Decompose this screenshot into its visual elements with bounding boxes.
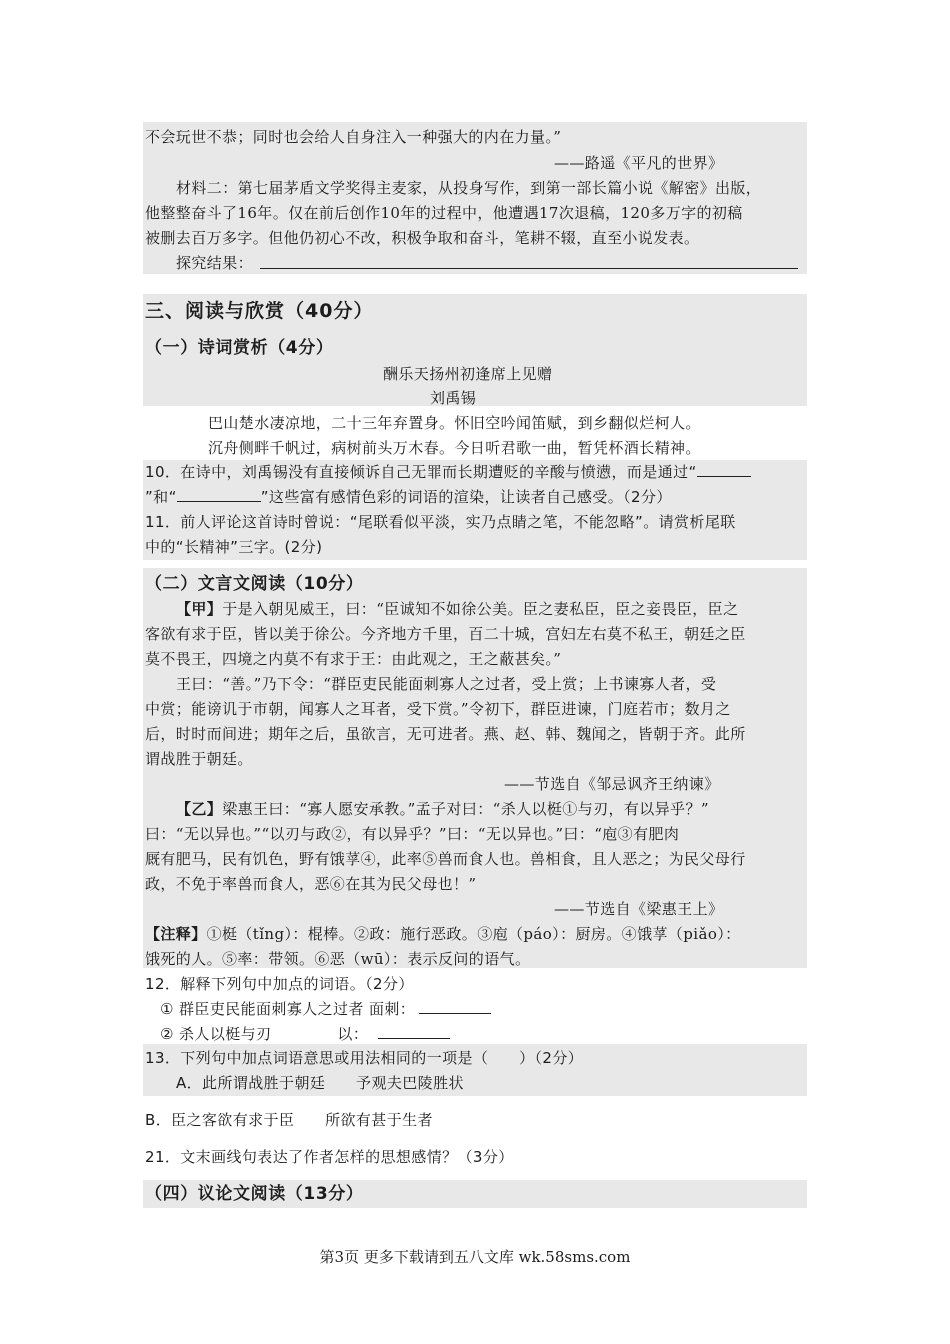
question-13: 13．下列句中加点词语意思或用法相同的一项是（ ）（2分） xyxy=(145,1049,584,1067)
notes-text: ①梃（tǐng）：棍棒。②政：施行恶政。③庖（páo）：厨房。④饿莩（piǎo）： xyxy=(206,925,741,943)
answer-blank[interactable] xyxy=(177,487,261,502)
question-text: 以： xyxy=(337,1025,369,1043)
question-text: ① 群臣吏民能面刺寡人之过者 面刺： xyxy=(160,1000,416,1018)
passage-line: 厩有肥马，民有饥色，野有饿莩④，此率⑤兽而食人也。兽相食，且人恶之；为民父母行 xyxy=(145,850,746,868)
poem-line: 沉舟侧畔千帆过，病树前头万木春。今日听君歌一曲，暂凭杯酒长精神。 xyxy=(208,439,701,457)
question-12-item1 xyxy=(160,999,491,1019)
text-line: 材料二：第七届茅盾文学奖得主麦家，从投身写作，到第一部长篇小说《解密》出版， xyxy=(176,179,762,197)
question-12: 12．解释下列句中加点的词语。（2分） xyxy=(145,975,414,993)
passage-text: 于是入朝见威王，曰：“臣诚知不如徐公美。臣之妻私臣，臣之妾畏臣，臣之 xyxy=(222,600,739,618)
passage-line: 后，时时而间进；期年之后，虽欲言，无可进者。燕、赵、韩、魏闻之，皆朝于齐。此所 xyxy=(145,725,746,743)
passage-line: 曰：“无以异也。”“以刃与政②，有以异乎？”曰：“无以异也。”曰：“庖③有肥肉 xyxy=(145,825,680,843)
passage-line: 王曰：“善。”乃下令：“群臣吏民能面刺寡人之过者，受上赏；上书谏寡人者，受 xyxy=(176,675,717,693)
question-text: ② 杀人以梃与刃 xyxy=(160,1025,272,1043)
section-title: 三、阅读与欣赏（40分） xyxy=(145,300,374,322)
subsection-title: （四）议论文阅读（13分） xyxy=(145,1184,364,1204)
text-line: 不会玩世不恭；同时也会给人自身注入一种强大的内在力量。” xyxy=(145,128,562,146)
passage-jia xyxy=(176,599,738,619)
passage-line: 政，不免于率兽而食人，恶⑥在其为民父母也！” xyxy=(145,875,477,893)
answer-blank[interactable] xyxy=(697,462,751,477)
passage-yi xyxy=(176,799,709,819)
option-a[interactable]: A．此所谓战胜于朝廷 予观夫巴陵胜状 xyxy=(176,1074,464,1092)
passage-line: 客欲有求于臣，皆以美于徐公。今齐地方千里，百二十城，宫妇左右莫不私王，朝廷之臣 xyxy=(145,625,746,643)
subsection-title: （一）诗词赏析（4分） xyxy=(145,338,334,358)
question-10-cont xyxy=(145,487,672,507)
passage-source: ——节选自《梁惠王上》 xyxy=(554,900,724,918)
notes-line: 饿死的人。⑤率：带领。⑥恶（wū）：表示反问的语气。 xyxy=(145,950,531,968)
text-line: 被删去百万多字。但他仍初心不改，积极争取和奋斗，笔耕不辍，直至小说发表。 xyxy=(145,229,700,247)
passage-source: ——节选自《邹忌讽齐王纳谏》 xyxy=(504,775,720,793)
passage-line: 谓战胜于朝廷。 xyxy=(145,750,253,768)
passage-line: 中赏；能谤讥于市朝，闻寡人之耳者，受下赏。”令初下，群臣进谏，门庭若市；数月之 xyxy=(145,700,731,718)
passage-tag: 【甲】 xyxy=(176,600,223,618)
question-11-cont: 中的“长精神”三字。(2分) xyxy=(145,538,323,556)
question-text: 10．在诗中，刘禹锡没有直接倾诉自己无罪而长期遭贬的辛酸与愤懑，而是通过“ xyxy=(145,463,697,481)
option-b[interactable]: B．臣之客欲有求于臣 所欲有甚于生者 xyxy=(145,1111,433,1129)
notes xyxy=(145,924,741,944)
passage-line: 莫不畏王，四境之内莫不有求于王：由此观之，王之蔽甚矣。” xyxy=(145,650,562,668)
passage-text: 梁惠王曰：“寡人愿安承教。”孟子对曰：“杀人以梃①与刃，有以异乎？” xyxy=(222,800,709,818)
subsection-title: （二）文言文阅读（10分） xyxy=(145,574,364,594)
poem-author: 刘禹锡 xyxy=(430,389,477,407)
quote-source: ——路遥《平凡的世界》 xyxy=(554,154,724,172)
question-11: 11．前人评论这首诗时曾说：“尾联看似平淡，实乃点睛之笔，不能忽略”。请赏析尾联 xyxy=(145,513,736,531)
question-12-item2 xyxy=(160,1024,450,1044)
question-10 xyxy=(145,462,751,482)
poem-title: 酬乐天扬州初逢席上见赠 xyxy=(383,365,553,383)
answer-blank[interactable] xyxy=(419,999,491,1014)
passage-tag: 【乙】 xyxy=(176,800,223,818)
question-text: ”这些富有感情色彩的词语的渲染，让读者自己感受。（2分） xyxy=(260,488,672,506)
inquiry-label: 探究结果： xyxy=(176,254,254,272)
inquiry-result-label xyxy=(176,253,253,273)
answer-blank[interactable] xyxy=(378,1024,450,1039)
poem-line: 巴山楚水凄凉地，二十三年弃置身。怀旧空吟闻笛赋，到乡翻似烂柯人。 xyxy=(208,414,701,432)
question-21: 21．文末画线句表达了作者怎样的思想感情？（3分） xyxy=(145,1148,514,1166)
answer-line[interactable] xyxy=(260,268,798,269)
text-line: 他整整奋斗了16年。仅在前后创作10年的过程中，他遭遇17次退稿，120多万字的初稿 xyxy=(145,204,743,222)
page-footer: 第3页 更多下载请到五八文库 wk.58sms.com xyxy=(319,1248,631,1266)
notes-tag: 【注释】 xyxy=(145,925,207,943)
question-text: ”和“ xyxy=(145,488,177,506)
